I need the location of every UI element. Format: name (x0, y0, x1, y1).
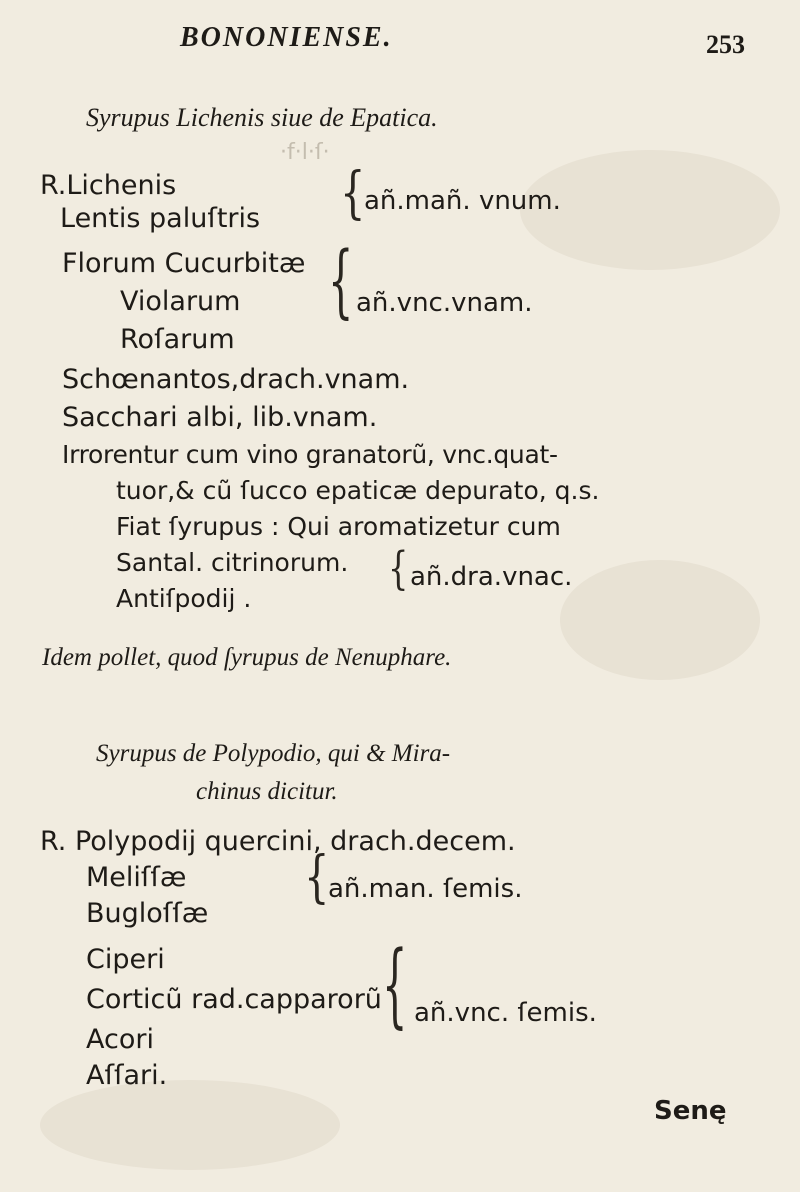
ingredient-line: Acori (86, 1024, 154, 1055)
ingredient-line: Santal. citrinorum. (116, 548, 349, 577)
instruction-line: Fiat ſyrupus : Qui aromatizetur cum (116, 512, 561, 541)
page-number: 253 (706, 30, 745, 59)
recipe-title: Syrupus Lichenis siue de Epatica. (86, 103, 438, 132)
ingredient-line: Schœnantos,drach.vnam. (62, 364, 410, 395)
instruction-line: tuor,& cũ ſucco epaticæ depurato, q.s. (116, 476, 600, 505)
ingredient-line: Sacchari albi, lib.vnam. (62, 402, 378, 433)
ingredient-line: Antiſpodij . (116, 584, 252, 613)
brace-bracket: { (304, 845, 330, 911)
paper-stain (560, 560, 760, 680)
dose-amount: añ.vnc. ſemis. (414, 998, 597, 1028)
ingredient-line: Florum Cucurbitæ (62, 248, 306, 279)
catchword: Senę (654, 1096, 727, 1126)
bleed-through-text: ·f·l·ſ· (280, 140, 330, 165)
ingredient-line: R.Lichenis (40, 170, 177, 201)
dose-amount: añ.mañ. vnum. (364, 186, 561, 216)
recipe-note: Idem pollet, quod ſyrupus de Nenuphare. (42, 644, 452, 671)
brace-bracket: { (340, 161, 366, 227)
ingredient-line: Roſarum (120, 324, 235, 355)
instruction-line: Irrorentur cum vino granatorũ, vnc.quat- (62, 440, 558, 469)
brace-bracket: { (328, 236, 354, 328)
ingredient-line: Lentis paluſtris (60, 203, 261, 234)
recipe-title: chinus dicitur. (196, 778, 338, 805)
ingredient-line: Corticũ rad.capparorũ (86, 984, 382, 1015)
brace-bracket: { (388, 541, 409, 595)
ingredient-line: Aſſari. (86, 1060, 168, 1091)
dose-amount: añ.dra.vnac. (410, 562, 573, 592)
recipe-title: Syrupus de Polypodio, qui & Mira- (96, 740, 451, 767)
ingredient-line: Meliſſæ (86, 862, 187, 893)
ingredient-line: R. Polypodij quercini, drach.decem. (40, 826, 516, 857)
ingredient-line: Ciperi (86, 944, 165, 975)
dose-amount: añ.vnc.vnam. (356, 288, 533, 318)
brace-bracket: { (382, 933, 408, 1039)
paper-stain (40, 1080, 340, 1170)
ingredient-line: Violarum (120, 286, 241, 317)
dose-amount: añ.man. ſemis. (328, 874, 523, 904)
ingredient-line: Bugloſſæ (86, 898, 209, 929)
running-title: BONONIENSE. (180, 22, 393, 53)
